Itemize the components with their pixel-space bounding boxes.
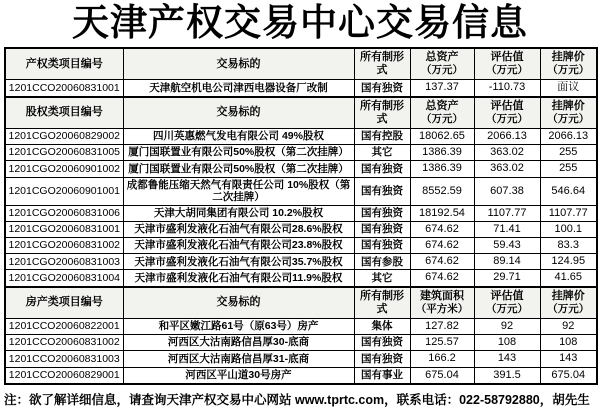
trade-subject: 成都鲁能压缩天然气有限责任公司 10%股权（第二次挂牌） (123, 177, 354, 205)
total-assets-value: 8552.59 (410, 177, 474, 205)
project-id: 1201CCO20060829001 (5, 367, 123, 384)
header-line1: 总资产 (425, 99, 459, 112)
total-assets-value: 18062.65 (410, 128, 474, 144)
listing-price: 面议 (540, 80, 597, 97)
project-id: 1201CGO20060901001 (5, 177, 123, 205)
column-header-ownership: 所有制形式 (354, 287, 410, 319)
column-header-project-id: 产权类项目编号 (5, 48, 123, 80)
column-header-ownership: 所有制形式 (354, 97, 410, 129)
listing-price: 92 (540, 319, 597, 335)
trade-subject: 河西区大沽南路信昌厚31-底商 (123, 351, 354, 367)
listing-price: 675.04 (540, 367, 597, 384)
trade-subject: 河西区大沽南路信昌厚30-底商 (123, 335, 354, 351)
section-header-real-estate (5, 287, 597, 319)
project-id: 1201CGO20060831005 (5, 145, 123, 161)
appraised-value: 71.41 (474, 221, 540, 237)
table-row (5, 221, 597, 237)
column-header-appraised-value (474, 48, 540, 80)
trade-subject: 和平区嫩江路61号（原63号）房产 (123, 319, 354, 335)
column-header-total-assets (410, 48, 474, 80)
column-header-floor-area (410, 287, 474, 319)
table-row (5, 351, 597, 367)
header-line2: （万元） (421, 64, 463, 77)
column-header-listing-price (540, 48, 597, 80)
listing-price: 41.65 (540, 270, 597, 287)
header-line1: 挂牌价 (551, 289, 585, 302)
table-row (5, 335, 597, 351)
listing-price: 255 (540, 161, 597, 177)
appraised-value: 2066.13 (474, 128, 540, 144)
total-assets-value: 674.62 (410, 254, 474, 270)
trade-subject: 天津大胡同集团有限公司 10.2%股权 (123, 205, 354, 221)
appraised-value: 89.14 (474, 254, 540, 270)
listing-price: 124.95 (540, 254, 597, 270)
project-id: 1201CCO20060822001 (5, 319, 123, 335)
floor-area-value: 127.82 (410, 319, 474, 335)
table-row (5, 145, 597, 161)
table-row (5, 205, 597, 221)
appraised-value: -110.73 (474, 80, 540, 97)
project-id: 1201CGO20060831001 (5, 221, 123, 237)
project-id: 1201CGO20060829002 (5, 128, 123, 144)
appraised-value: 1107.77 (474, 205, 540, 221)
total-assets-value: 1386.39 (410, 161, 474, 177)
header-line2: （万元） (486, 113, 528, 126)
total-assets-value: 674.62 (410, 238, 474, 254)
column-header-subject: 交易标的 (123, 48, 354, 80)
column-header-appraised-value (474, 97, 540, 129)
table-row (5, 270, 597, 287)
table-row (5, 80, 597, 97)
appraised-value: 363.02 (474, 145, 540, 161)
total-assets-value: 137.37 (410, 80, 474, 97)
ownership-type: 国有独资 (354, 80, 410, 97)
table-row (5, 177, 597, 205)
table-row (5, 238, 597, 254)
floor-area-value: 675.04 (410, 367, 474, 384)
appraised-value: 391.5 (474, 367, 540, 384)
column-header-subject: 交易标的 (123, 287, 354, 319)
project-id: 1201CGO20060901002 (5, 161, 123, 177)
total-assets-value: 18192.54 (410, 205, 474, 221)
listing-price: 546.64 (540, 177, 597, 205)
project-id: 1201CCO20060831003 (5, 351, 123, 367)
project-id: 1201CCO20060831002 (5, 335, 123, 351)
ownership-type: 国有独资 (354, 335, 410, 351)
listing-price: 100.1 (540, 221, 597, 237)
column-header-listing-price (540, 287, 597, 319)
column-header-total-assets (410, 97, 474, 129)
column-header-listing-price (540, 97, 597, 129)
appraised-value: 59.43 (474, 238, 540, 254)
trade-subject: 天津市盛利发液化石油气有限公司35.7%股权 (123, 254, 354, 270)
ownership-type: 国有事业 (354, 367, 410, 384)
total-assets-value: 674.62 (410, 221, 474, 237)
trade-subject: 天津市盛利发液化石油气有限公司11.9%股权 (123, 270, 354, 287)
header-line2: （万元） (486, 64, 528, 77)
section-header-property-rights (5, 48, 597, 80)
project-id: 1201CGO20060831003 (5, 254, 123, 270)
section-header-equity (5, 97, 597, 129)
header-line1: 挂牌价 (551, 99, 585, 112)
ownership-type: 国有参股 (354, 254, 410, 270)
floor-area-value: 125.57 (410, 335, 474, 351)
column-header-appraised-value (474, 287, 540, 319)
listing-price: 83.3 (540, 238, 597, 254)
ownership-type: 国有独资 (354, 205, 410, 221)
total-assets-value: 1386.39 (410, 145, 474, 161)
header-line1: 挂牌价 (551, 51, 585, 64)
column-header-subject: 交易标的 (123, 97, 354, 129)
header-line2: （万元） (547, 113, 590, 126)
column-header-project-id: 房产类项目编号 (5, 287, 123, 319)
ownership-type: 其它 (354, 145, 410, 161)
ownership-type: 国有独资 (354, 161, 410, 177)
listing-price: 255 (540, 145, 597, 161)
ownership-type: 国有独资 (354, 177, 410, 205)
floor-area-value: 166.2 (410, 351, 474, 367)
trade-subject: 天津市盛利发液化石油气有限公司23.8%股权 (123, 238, 354, 254)
listing-price: 1107.77 (540, 205, 597, 221)
total-assets-value: 674.62 (410, 270, 474, 287)
ownership-type: 国有独资 (354, 221, 410, 237)
listing-price: 2066.13 (540, 128, 597, 144)
ownership-type: 国有独资 (354, 351, 410, 367)
trade-subject: 厦门国联置业有限公司50%股权（第二次挂牌） (123, 145, 354, 161)
header-line1: 总资产 (425, 51, 459, 64)
exchange-listing-table (4, 47, 598, 385)
page-title: 天津产权交易中心交易信息 (72, 2, 528, 43)
table-row (5, 128, 597, 144)
listing-price: 108 (540, 335, 597, 351)
project-id: 1201CGO20060831006 (5, 205, 123, 221)
footer-note: 注：欲了解详细信息，请查询天津产权交易中心网站 www.tprtc.com，联系电话：022-58792880，胡先生 (4, 392, 590, 407)
listing-price: 143 (540, 351, 597, 367)
header-line2: （万元） (547, 64, 590, 77)
ownership-type: 国有控股 (354, 128, 410, 144)
project-id: 1201CGO20060831002 (5, 238, 123, 254)
trade-subject: 四川英惠燃气发电有限公司 49%股权 (123, 128, 354, 144)
header-line2: （平方米） (415, 303, 469, 316)
header-line1: 建筑面积 (420, 289, 464, 302)
header-line2: （万元） (547, 303, 590, 316)
header-line2: （万元） (421, 113, 463, 126)
header-line1: 评估值 (490, 99, 524, 112)
appraised-value: 108 (474, 335, 540, 351)
project-id: 1201CGO20060831004 (5, 270, 123, 287)
appraised-value: 363.02 (474, 161, 540, 177)
ownership-type: 其它 (354, 270, 410, 287)
appraised-value: 143 (474, 351, 540, 367)
ownership-type: 国有独资 (354, 238, 410, 254)
appraised-value: 29.71 (474, 270, 540, 287)
ownership-type: 集体 (354, 319, 410, 335)
table-row (5, 367, 597, 384)
column-header-project-id: 股权类项目编号 (5, 97, 123, 129)
trade-subject: 天津市盛利发液化石油气有限公司28.6%股权 (123, 221, 354, 237)
trade-subject: 天津航空机电公司津西电器设备厂改制 (123, 80, 354, 97)
trade-subject: 厦门国联置业有限公司50%股权（第二次挂牌） (123, 161, 354, 177)
table-row (5, 254, 597, 270)
trade-subject: 河西区平山道30号房产 (123, 367, 354, 384)
header-line1: 评估值 (490, 289, 524, 302)
header-line1: 评估值 (490, 51, 524, 64)
table-row (5, 319, 597, 335)
column-header-ownership: 所有制形式 (354, 48, 410, 80)
header-line2: （万元） (486, 303, 528, 316)
table-row (5, 161, 597, 177)
project-id: 1201CCO20060831001 (5, 80, 123, 97)
appraised-value: 607.38 (474, 177, 540, 205)
appraised-value: 92 (474, 319, 540, 335)
